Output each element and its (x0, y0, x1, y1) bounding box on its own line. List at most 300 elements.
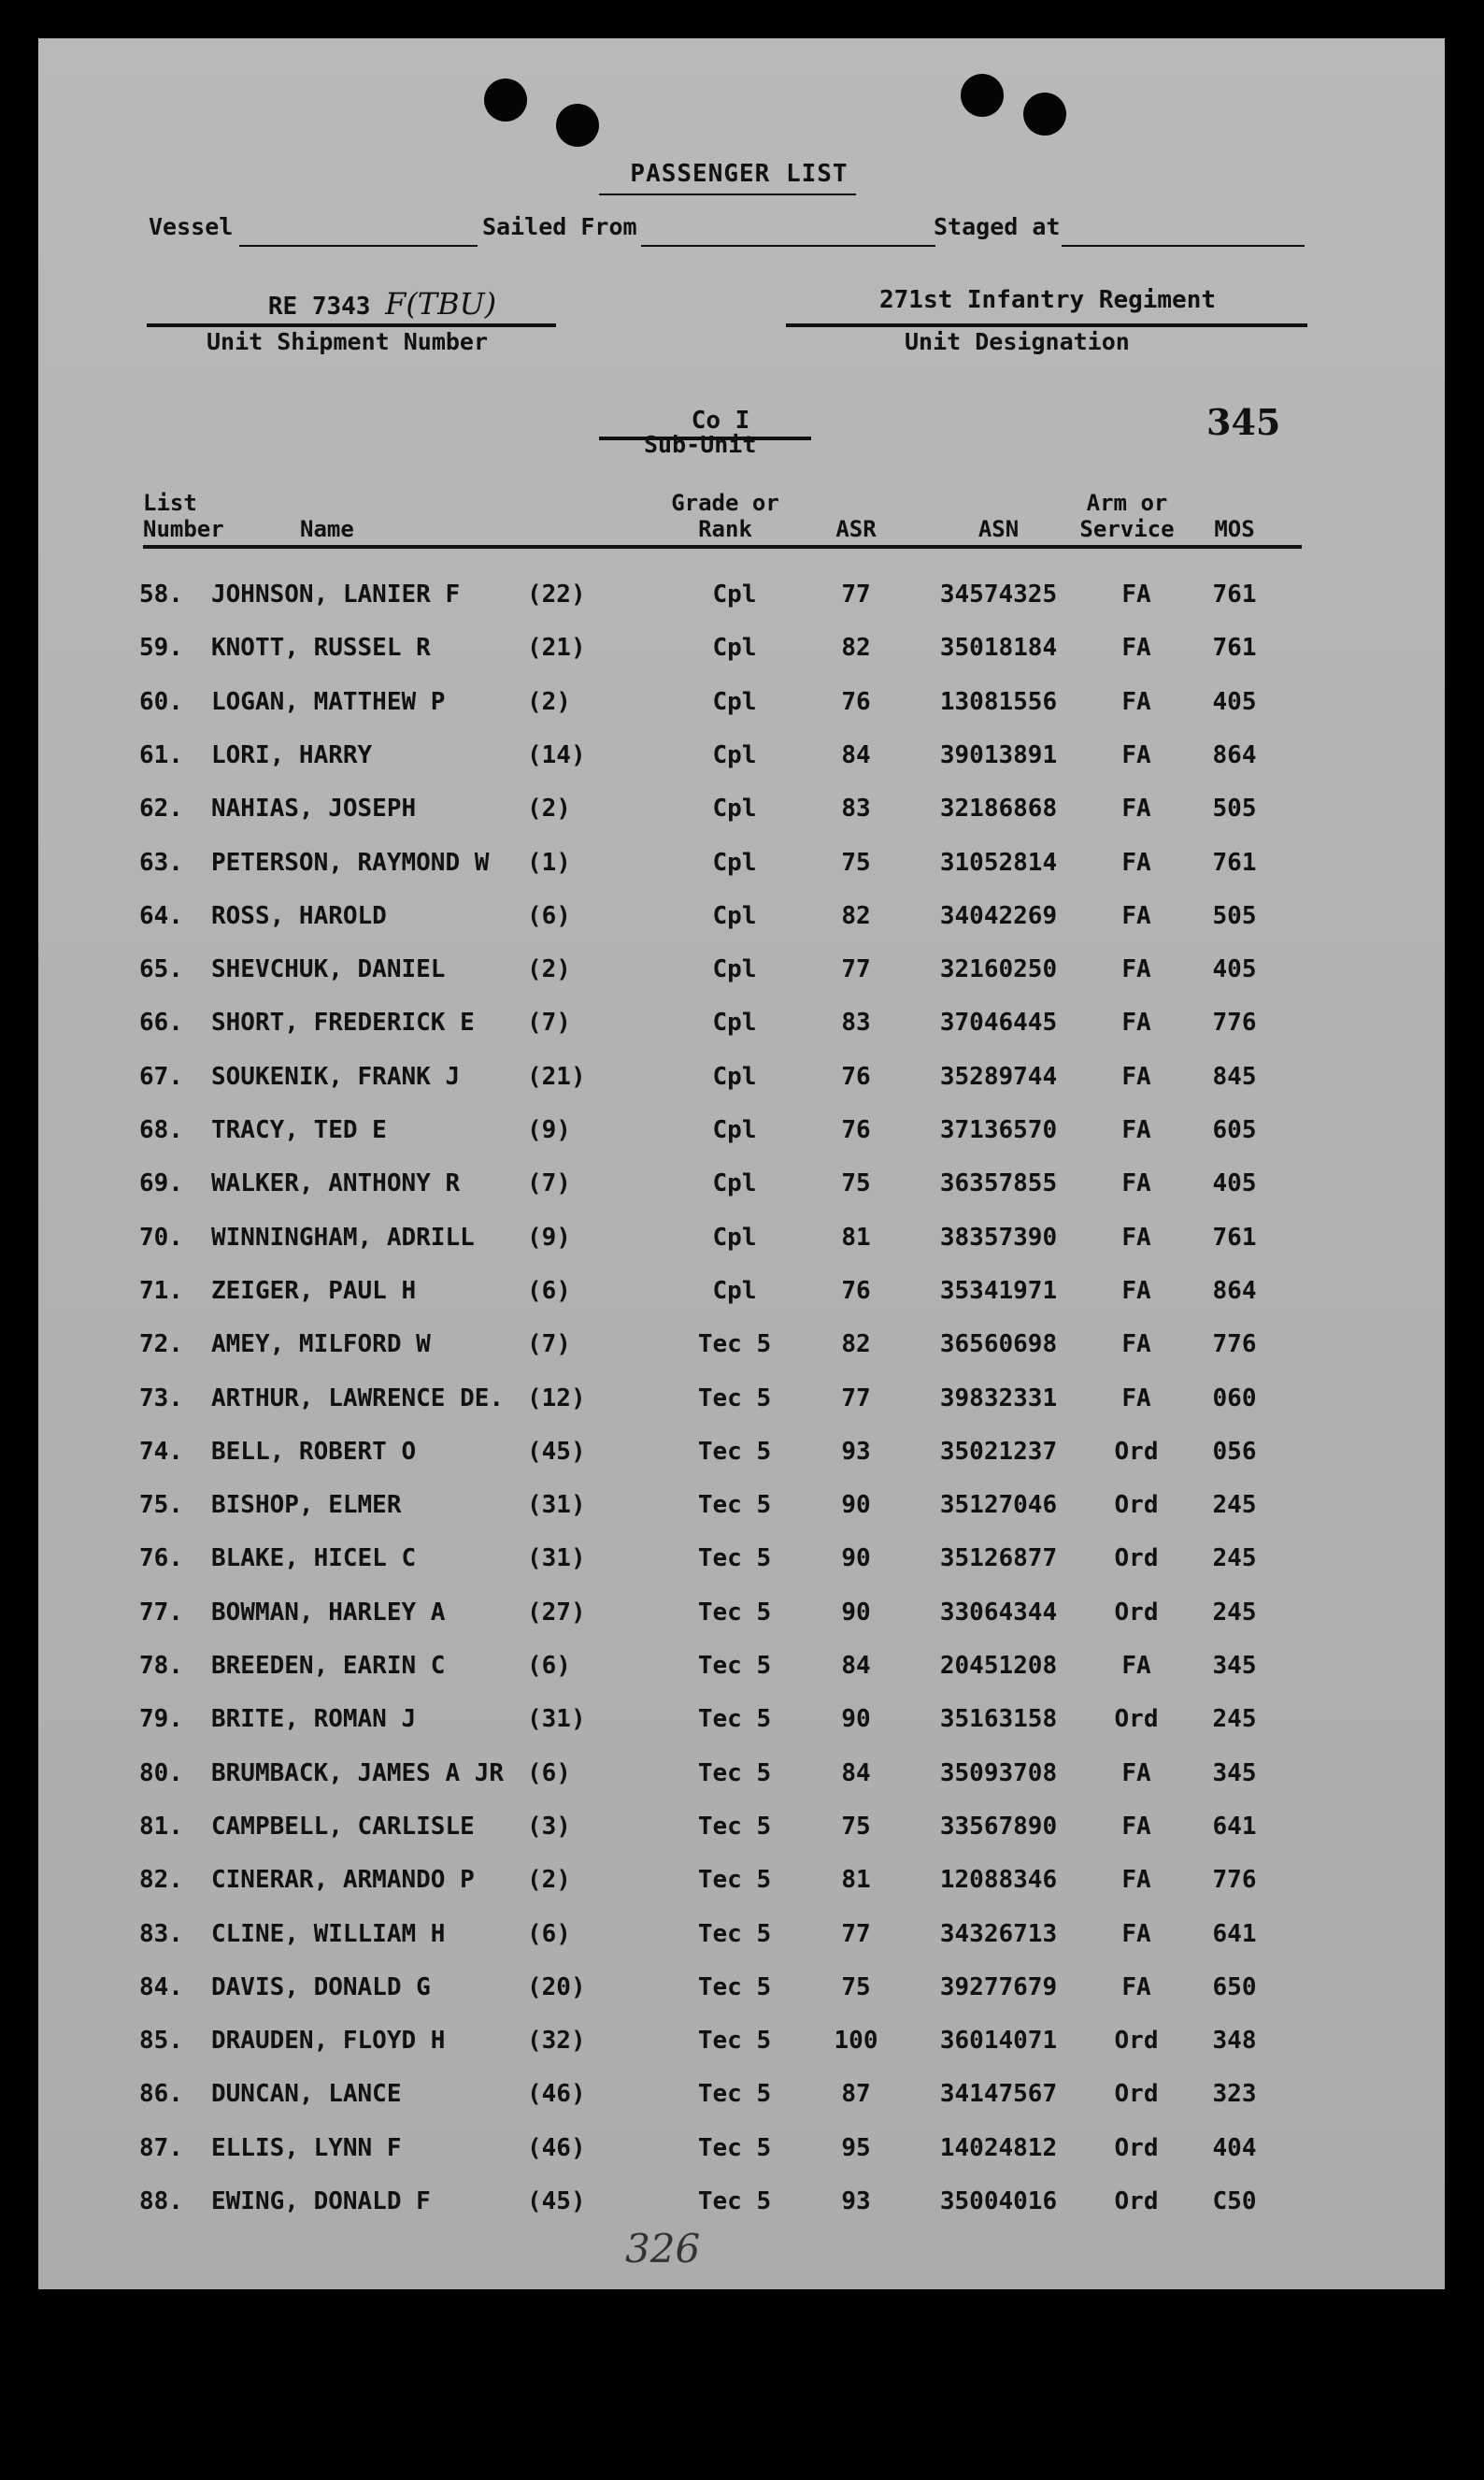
col-asr: ASR (835, 516, 877, 542)
passenger-name: DUNCAN, LANCE (211, 2080, 402, 2108)
asn: 35126877 (939, 1544, 1058, 1572)
asr: 77 (841, 1384, 871, 1412)
list-number: 83. (139, 1920, 183, 1948)
asr: 76 (841, 1277, 871, 1305)
list-number: 61. (139, 741, 183, 769)
grade: Cpl (712, 741, 757, 769)
list-number: 63. (139, 849, 183, 877)
code: (9) (527, 1116, 571, 1144)
asr: 82 (841, 902, 871, 930)
sailed-from-label: Sailed From (482, 213, 637, 240)
grade: Tec 5 (697, 1598, 772, 1627)
table-row (38, 1266, 1445, 1319)
mos: 245 (1212, 1544, 1257, 1572)
asr: 81 (841, 1224, 871, 1252)
table-row (38, 1212, 1445, 1266)
code: (7) (527, 1169, 571, 1197)
asn: 34042269 (939, 902, 1058, 930)
arm-service: FA (1121, 581, 1151, 609)
list-number: 69. (139, 1169, 183, 1197)
code: (6) (527, 1920, 571, 1948)
arm-service: FA (1121, 1224, 1151, 1252)
passenger-name: AMEY, MILFORD W (211, 1330, 431, 1358)
code: (6) (527, 1652, 571, 1680)
table-row (38, 1748, 1445, 1801)
arm-service: FA (1121, 1116, 1151, 1144)
code: (27) (527, 1598, 586, 1627)
code: (2) (527, 688, 571, 716)
arm-service: Ord (1114, 1544, 1159, 1572)
table-row (38, 838, 1445, 891)
asn: 39832331 (939, 1384, 1058, 1412)
asr: 90 (841, 1491, 871, 1519)
asn: 12088346 (939, 1866, 1058, 1894)
asr: 75 (841, 1169, 871, 1197)
list-number: 77. (139, 1598, 183, 1627)
asr: 75 (841, 1813, 871, 1841)
asr: 81 (841, 1866, 871, 1894)
mos: 405 (1212, 955, 1257, 983)
mos: 776 (1212, 1009, 1257, 1037)
asr: 77 (841, 581, 871, 609)
grade: Cpl (712, 688, 757, 716)
passenger-name: BRUMBACK, JAMES A JR (211, 1759, 505, 1787)
passenger-name: JOHNSON, LANIER F (211, 581, 461, 609)
mos: 245 (1212, 1705, 1257, 1733)
punch-hole (961, 74, 1004, 117)
asr: 77 (841, 1920, 871, 1948)
arm-service: Ord (1114, 2187, 1159, 2215)
mos: 761 (1212, 634, 1257, 662)
arm-service: Ord (1114, 1705, 1159, 1733)
grade: Cpl (712, 1009, 757, 1037)
shipment-number (186, 286, 578, 322)
arm-service: FA (1121, 1973, 1151, 2001)
mos: 405 (1212, 1169, 1257, 1197)
grade: Tec 5 (697, 1973, 772, 2001)
code: (7) (527, 1330, 571, 1358)
code: (6) (527, 1759, 571, 1787)
arm-service: FA (1121, 849, 1151, 877)
asr: 90 (841, 1598, 871, 1627)
grade: Tec 5 (697, 2187, 772, 2215)
passenger-name: EWING, DONALD F (211, 2187, 431, 2215)
mos: 345 (1212, 1759, 1257, 1787)
arm-service: FA (1121, 795, 1151, 823)
arm-service: Ord (1114, 2027, 1159, 2055)
list-number: 66. (139, 1009, 183, 1037)
code: (2) (527, 795, 571, 823)
asn: 36560698 (939, 1330, 1058, 1358)
grade: Tec 5 (697, 1491, 772, 1519)
vessel-blank (239, 245, 478, 247)
table-row (38, 1587, 1445, 1641)
grade: Tec 5 (697, 1438, 772, 1466)
asr: 84 (841, 741, 871, 769)
passenger-name: BOWMAN, HARLEY A (211, 1598, 446, 1627)
mos: 864 (1212, 741, 1257, 769)
grade: Cpl (712, 1116, 757, 1144)
asr: 82 (841, 1330, 871, 1358)
asn: 34147567 (939, 2080, 1058, 2108)
passenger-name: BREEDEN, EARIN C (211, 1652, 446, 1680)
code: (31) (527, 1705, 586, 1733)
code: (2) (527, 1866, 571, 1894)
punch-hole (484, 79, 527, 122)
mos: 605 (1212, 1116, 1257, 1144)
sub-unit-label: Sub-Unit (644, 431, 757, 458)
code: (45) (527, 2187, 586, 2215)
table-row (38, 1480, 1445, 1533)
table-row (38, 1319, 1445, 1372)
code: (22) (527, 581, 586, 609)
asr: 93 (841, 2187, 871, 2215)
asn: 35021237 (939, 1438, 1058, 1466)
asr: 76 (841, 688, 871, 716)
passenger-name: BLAKE, HICEL C (211, 1544, 417, 1572)
grade: Tec 5 (697, 1920, 772, 1948)
list-number: 74. (139, 1438, 183, 1466)
list-number: 62. (139, 795, 183, 823)
unit-designation-label: Unit Designation (905, 328, 1130, 355)
mos: 505 (1212, 902, 1257, 930)
passenger-name: TRACY, TED E (211, 1116, 387, 1144)
arm-service: Ord (1114, 1438, 1159, 1466)
asn: 35127046 (939, 1491, 1058, 1519)
passenger-name: SOUKENIK, FRANK J (211, 1063, 461, 1091)
list-number: 84. (139, 1973, 183, 2001)
asn: 37136570 (939, 1116, 1058, 1144)
table-row (38, 1962, 1445, 2015)
arm-service: Ord (1114, 1491, 1159, 1519)
mos: 245 (1212, 1491, 1257, 1519)
mos: 641 (1212, 1813, 1257, 1841)
unit-designation-rule (786, 323, 1307, 327)
table-row (38, 1373, 1445, 1426)
table-row (38, 1641, 1445, 1694)
asr: 75 (841, 1973, 871, 2001)
asn: 32160250 (939, 955, 1058, 983)
passenger-name: ROSS, HAROLD (211, 902, 387, 930)
list-number: 68. (139, 1116, 183, 1144)
table-row (38, 2015, 1445, 2069)
grade: Cpl (712, 1224, 757, 1252)
mos: 650 (1212, 1973, 1257, 2001)
table-row (38, 1909, 1445, 1962)
unit-designation: 271st Infantry Regiment (878, 286, 1217, 314)
arm-service: FA (1121, 1169, 1151, 1197)
grade: Cpl (712, 849, 757, 877)
asn: 35341971 (939, 1277, 1058, 1305)
asr: 77 (841, 955, 871, 983)
grade: Tec 5 (697, 1652, 772, 1680)
asn: 37046445 (939, 1009, 1058, 1037)
arm-service: Ord (1114, 2080, 1159, 2108)
table-row (38, 1105, 1445, 1158)
mos: 641 (1212, 1920, 1257, 1948)
passenger-name: SHEVCHUK, DANIEL (211, 955, 446, 983)
arm-service: FA (1121, 1866, 1151, 1894)
vessel-label: Vessel (149, 213, 234, 240)
list-number: 71. (139, 1277, 183, 1305)
passenger-name: PETERSON, RAYMOND W (211, 849, 490, 877)
mos: 323 (1212, 2080, 1257, 2108)
code: (31) (527, 1491, 586, 1519)
code: (7) (527, 1009, 571, 1037)
mos: 404 (1212, 2134, 1257, 2162)
shipment-number-label: Unit Shipment Number (207, 328, 489, 355)
passenger-name: BRITE, ROMAN J (211, 1705, 417, 1733)
table-row (38, 569, 1445, 623)
col-mos: MOS (1214, 516, 1255, 542)
asr: 83 (841, 795, 871, 823)
arm-service: FA (1121, 1063, 1151, 1091)
asn: 35163158 (939, 1705, 1058, 1733)
table-row (38, 891, 1445, 944)
list-number: 58. (139, 581, 183, 609)
asr: 75 (841, 849, 871, 877)
list-number: 76. (139, 1544, 183, 1572)
grade: Tec 5 (697, 1866, 772, 1894)
code: (6) (527, 902, 571, 930)
grade: Tec 5 (697, 1705, 772, 1733)
staged-at-blank (1062, 245, 1305, 247)
code: (21) (527, 1063, 586, 1091)
col-grade: Grade or Rank (671, 490, 779, 542)
table-row (38, 1052, 1445, 1105)
table-row (38, 944, 1445, 997)
list-number: 81. (139, 1813, 183, 1841)
list-number: 82. (139, 1866, 183, 1894)
list-number: 70. (139, 1224, 183, 1252)
table-row (38, 677, 1445, 730)
table-row (38, 1533, 1445, 1586)
asn: 35004016 (939, 2187, 1058, 2215)
grade: Cpl (712, 634, 757, 662)
code: (31) (527, 1544, 586, 1572)
code: (12) (527, 1384, 586, 1412)
title-underline (599, 194, 856, 195)
grade: Tec 5 (697, 2134, 772, 2162)
table-row (38, 730, 1445, 783)
asn: 32186868 (939, 795, 1058, 823)
punch-hole (556, 104, 599, 147)
code: (45) (527, 1438, 586, 1466)
grade: Tec 5 (697, 1544, 772, 1572)
mos: 348 (1212, 2027, 1257, 2055)
asr: 84 (841, 1652, 871, 1680)
shipment-number-typed: RE 7343 (267, 293, 371, 321)
grade: Cpl (712, 955, 757, 983)
asr: 90 (841, 1705, 871, 1733)
asn: 34326713 (939, 1920, 1058, 1948)
passenger-name: ELLIS, LYNN F (211, 2134, 402, 2162)
arm-service: FA (1121, 1384, 1151, 1412)
grade: Tec 5 (697, 1759, 772, 1787)
asr: 82 (841, 634, 871, 662)
col-name: Name (300, 516, 354, 542)
mos: 776 (1212, 1330, 1257, 1358)
list-number: 65. (139, 955, 183, 983)
arm-service: Ord (1114, 2134, 1159, 2162)
list-number: 85. (139, 2027, 183, 2055)
code: (2) (527, 955, 571, 983)
table-row (38, 2176, 1445, 2229)
passenger-name: ZEIGER, PAUL H (211, 1277, 417, 1305)
list-number: 59. (139, 634, 183, 662)
passenger-name: WINNINGHAM, ADRILL (211, 1224, 475, 1252)
list-number: 78. (139, 1652, 183, 1680)
table-row (38, 1855, 1445, 1908)
arm-service: FA (1121, 902, 1151, 930)
table-row (38, 1158, 1445, 1211)
page-number: 345 (1206, 401, 1281, 443)
mos: 345 (1212, 1652, 1257, 1680)
grade: Cpl (712, 581, 757, 609)
asr: 95 (841, 2134, 871, 2162)
mos: 761 (1212, 849, 1257, 877)
arm-service: FA (1121, 634, 1151, 662)
code: (46) (527, 2134, 586, 2162)
passenger-name: NAHIAS, JOSEPH (211, 795, 417, 823)
page-title: PASSENGER LIST (630, 160, 849, 188)
mos: 761 (1212, 1224, 1257, 1252)
mos: 845 (1212, 1063, 1257, 1091)
sub-unit: Co I (691, 407, 750, 435)
sailed-from-blank (641, 245, 935, 247)
arm-service: FA (1121, 688, 1151, 716)
passenger-name: WALKER, ANTHONY R (211, 1169, 461, 1197)
asn: 31052814 (939, 849, 1058, 877)
code: (1) (527, 849, 571, 877)
passenger-name: CAMPBELL, CARLISLE (211, 1813, 475, 1841)
grade: Cpl (712, 1169, 757, 1197)
asn: 34574325 (939, 581, 1058, 609)
list-number: 67. (139, 1063, 183, 1091)
asn: 35093708 (939, 1759, 1058, 1787)
grade: Cpl (712, 902, 757, 930)
list-number: 87. (139, 2134, 183, 2162)
passenger-name: KNOTT, RUSSEL R (211, 634, 431, 662)
arm-service: FA (1121, 741, 1151, 769)
grade: Cpl (712, 1277, 757, 1305)
asn: 38357390 (939, 1224, 1058, 1252)
mos: 056 (1212, 1438, 1257, 1466)
asn: 39277679 (939, 1973, 1058, 2001)
passenger-list-page (38, 38, 1445, 2289)
mos: C50 (1212, 2187, 1257, 2215)
mos: 864 (1212, 1277, 1257, 1305)
asr: 90 (841, 1544, 871, 1572)
passenger-name: CLINE, WILLIAM H (211, 1920, 446, 1948)
asn: 39013891 (939, 741, 1058, 769)
asn: 13081556 (939, 688, 1058, 716)
passenger-name: DRAUDEN, FLOYD H (211, 2027, 446, 2055)
staged-at-label: Staged at (934, 213, 1061, 240)
code: (9) (527, 1224, 571, 1252)
arm-service: FA (1121, 955, 1151, 983)
asn: 36357855 (939, 1169, 1058, 1197)
code: (3) (527, 1813, 571, 1841)
table-row (38, 2123, 1445, 2176)
asn: 14024812 (939, 2134, 1058, 2162)
mos: 405 (1212, 688, 1257, 716)
grade: Cpl (712, 1063, 757, 1091)
asr: 76 (841, 1116, 871, 1144)
mos: 776 (1212, 1866, 1257, 1894)
mos: 505 (1212, 795, 1257, 823)
grade: Tec 5 (697, 1813, 772, 1841)
list-number: 80. (139, 1759, 183, 1787)
grade: Tec 5 (697, 2027, 772, 2055)
table-row (38, 2069, 1445, 2122)
handwritten-footer: 326 (625, 2226, 701, 2272)
col-asn: ASN (977, 516, 1020, 542)
list-number: 64. (139, 902, 183, 930)
table-row (38, 1694, 1445, 1747)
passenger-name: SHORT, FREDERICK E (211, 1009, 475, 1037)
table-row (38, 1801, 1445, 1855)
code: (14) (527, 741, 586, 769)
arm-service: FA (1121, 1652, 1151, 1680)
list-number: 88. (139, 2187, 183, 2215)
arm-service: FA (1121, 1009, 1151, 1037)
table-row (38, 783, 1445, 837)
asr: 93 (841, 1438, 871, 1466)
grade: Tec 5 (697, 2080, 772, 2108)
asr: 100 (834, 2027, 878, 2055)
code: (20) (527, 1973, 586, 2001)
list-number: 60. (139, 688, 183, 716)
shipment-number-rule (147, 323, 556, 327)
asr: 84 (841, 1759, 871, 1787)
asr: 76 (841, 1063, 871, 1091)
col-arm: Arm or Service (1079, 490, 1175, 542)
asr: 83 (841, 1009, 871, 1037)
passenger-name: CINERAR, ARMANDO P (211, 1866, 475, 1894)
code: (46) (527, 2080, 586, 2108)
list-number: 75. (139, 1491, 183, 1519)
code: (6) (527, 1277, 571, 1305)
punch-hole (1023, 93, 1066, 136)
passenger-name: BELL, ROBERT O (211, 1438, 417, 1466)
passenger-name: LORI, HARRY (211, 741, 373, 769)
passenger-name: LOGAN, MATTHEW P (211, 688, 446, 716)
grade: Tec 5 (697, 1384, 772, 1412)
asn: 33064344 (939, 1598, 1058, 1627)
shipment-number-handwritten: F(TBU) (385, 286, 497, 322)
code: (21) (527, 634, 586, 662)
mos: 761 (1212, 581, 1257, 609)
arm-service: FA (1121, 1330, 1151, 1358)
arm-service: FA (1121, 1759, 1151, 1787)
mos: 060 (1212, 1384, 1257, 1412)
list-number: 72. (139, 1330, 183, 1358)
asn: 35289744 (939, 1063, 1058, 1091)
grade: Cpl (712, 795, 757, 823)
arm-service: Ord (1114, 1598, 1159, 1627)
table-row (38, 623, 1445, 676)
table-row (38, 997, 1445, 1051)
asn: 36014071 (939, 2027, 1058, 2055)
asn: 20451208 (939, 1652, 1058, 1680)
asn: 33567890 (939, 1813, 1058, 1841)
passenger-name: ARTHUR, LAWRENCE DE. (211, 1384, 505, 1412)
passenger-name: DAVIS, DONALD G (211, 1973, 431, 2001)
list-number: 79. (139, 1705, 183, 1733)
arm-service: FA (1121, 1920, 1151, 1948)
asr: 87 (841, 2080, 871, 2108)
